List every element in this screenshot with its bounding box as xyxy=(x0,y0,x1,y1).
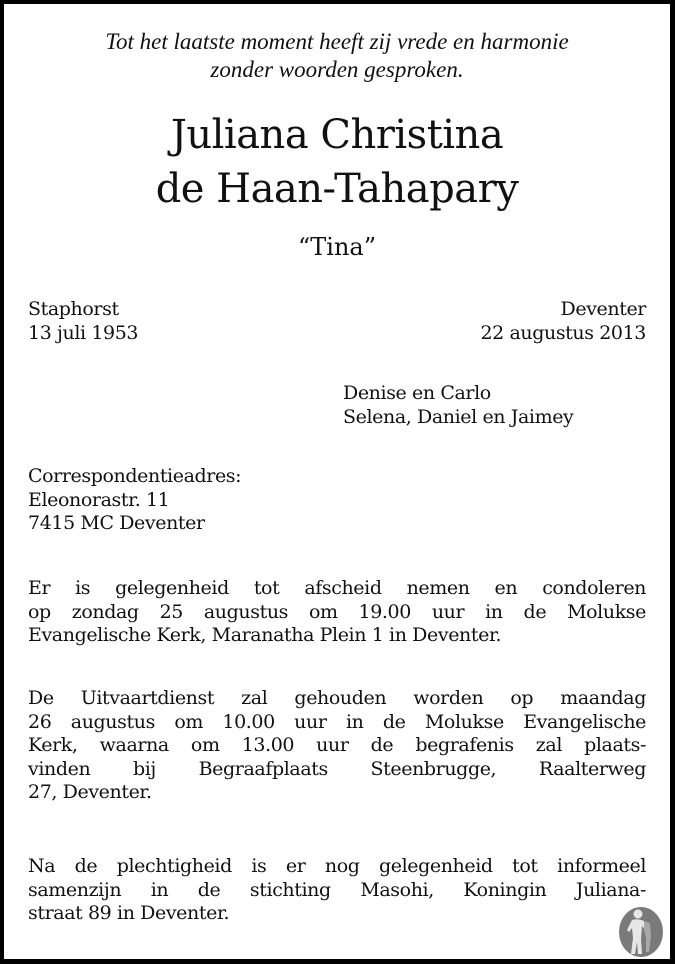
nickname: “Tina” xyxy=(298,233,376,261)
obituary-notice xyxy=(3,3,671,960)
paragraph-line: Er is gelegenheid tot afscheid nemen en condoleren xyxy=(28,577,646,599)
paragraph-line: vinden bij Begraafplaats Steenbrugge, Raalterweg xyxy=(28,757,646,780)
paragraph-line: op zondag 25 augustus om 19.00 uur in de Molukse xyxy=(28,600,646,623)
paragraph-line: De Uitvaartdienst zal gehouden worden op maandag xyxy=(28,687,646,709)
death-date: 22 augustus 2013 xyxy=(480,321,646,344)
motto-line: Tot het laatste moment heeft zij vrede en harmonie xyxy=(105,29,569,54)
paragraph-line: Kerk, waarna om 13.00 uur de begrafenis zal plaats- xyxy=(28,734,646,756)
name-line: Juliana Christina xyxy=(170,112,504,158)
paragraph-line: samenzijn in de stichting Masohi, Koningin Juliana- xyxy=(28,878,646,901)
paragraph-line: straat 89 in Deventer. xyxy=(28,902,230,924)
paragraph-line: Na de plechtigheid is er nog gelegenheid tot informeel xyxy=(28,855,646,877)
death-place: Deventer xyxy=(560,298,646,320)
address-street: Eleonorastr. 11 xyxy=(28,488,170,511)
address-city: 7415 MC Deventer xyxy=(28,512,205,534)
funeral-service-paragraph xyxy=(28,687,646,805)
birth-date: 13 juli 1953 xyxy=(28,321,139,344)
family-line: Denise en Carlo xyxy=(343,382,491,404)
paragraph-line: 26 augustus om 10.00 uur in de Molukse Evangelische xyxy=(28,710,646,733)
embracing-figures-logo-icon xyxy=(618,906,664,958)
deceased-name xyxy=(4,108,670,216)
family-members xyxy=(343,382,573,429)
motto-line: zonder woorden gesproken. xyxy=(210,57,464,82)
gathering-paragraph xyxy=(28,855,646,926)
birth-info xyxy=(28,298,138,345)
family-line: Selena, Daniel en Jaimey xyxy=(343,405,574,428)
name-line: de Haan-Tahapary xyxy=(155,166,519,212)
paragraph-line: 27, Deventer. xyxy=(28,781,152,803)
birth-place: Staphorst xyxy=(28,298,119,320)
condolence-paragraph xyxy=(28,577,646,648)
paragraph-line: Evangelische Kerk, Maranatha Plein 1 in Deventer. xyxy=(28,624,502,646)
address-label: Correspondentieadres: xyxy=(28,465,242,487)
motto xyxy=(4,28,670,84)
death-info xyxy=(480,298,646,345)
correspondence-address xyxy=(28,465,241,536)
